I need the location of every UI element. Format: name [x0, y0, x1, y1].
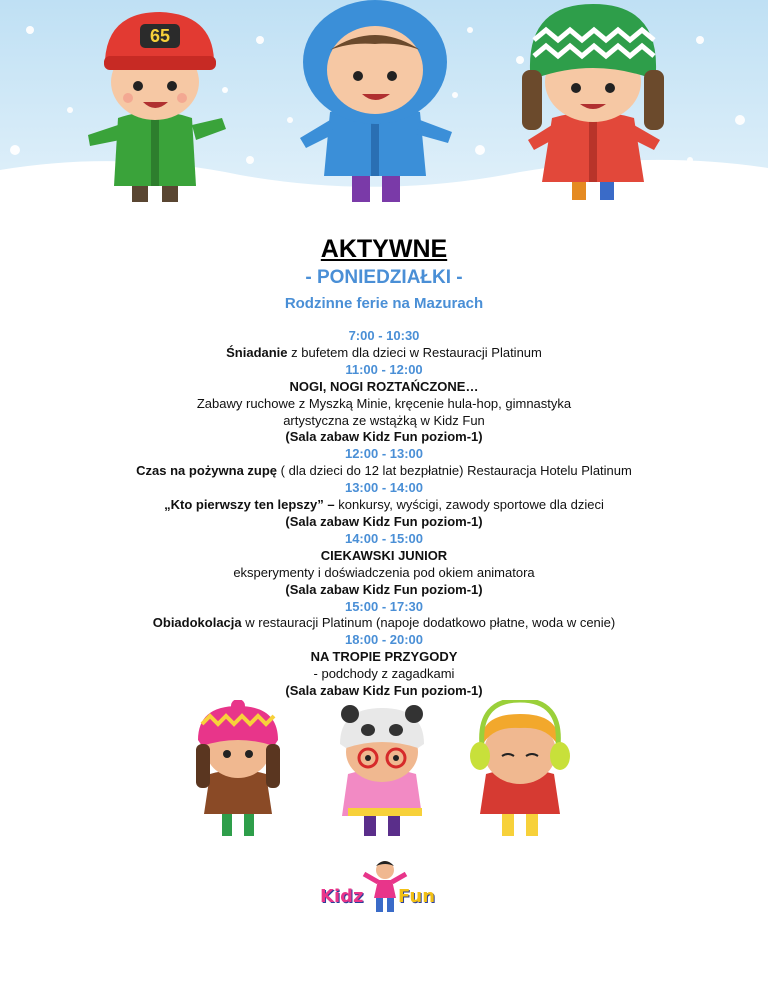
schedule-line-text: - podchody z zagadkami [313, 666, 455, 682]
schedule-line-text: ( dla dzieci do 12 lat bezpłatnie) Restauracja Hotelu Platinum [277, 463, 632, 479]
schedule-line-text: konkursy, wyścigi, zawody sportowe dla dzieci [334, 497, 604, 513]
hat-number: 65 [149, 26, 171, 46]
logo-word-fun: Fun [398, 886, 436, 907]
schedule-time: 14:00 - 15:00 [344, 530, 424, 546]
schedule-line [0, 345, 768, 362]
schedule-line-text: w restauracji Platinum (napoje dodatkowo płatne, woda w cenie) [241, 615, 616, 631]
schedule-line-bold: Śniadanie [226, 344, 288, 360]
schedule-line-bold: „Kto pierwszy ten lepszy” – [164, 497, 335, 513]
logo-word-kidz: Kidz [320, 886, 364, 907]
schedule-list [0, 328, 768, 700]
schedule-line-bold: (Sala zabaw Kidz Fun poziom-1) [285, 513, 483, 529]
schedule-line-bold: NOGI, NOGI ROZTAŃCZONE… [289, 378, 479, 394]
kid-pink-hat [196, 700, 280, 836]
schedule-line [0, 396, 768, 413]
schedule-line-text: eksperymenty i doświadczenia pod okiem animatora [233, 564, 535, 580]
schedule-line [0, 582, 768, 599]
program-content [0, 234, 768, 700]
schedule-line-bold: (Sala zabaw Kidz Fun poziom-1) [285, 581, 483, 597]
schedule-line-text: Zabawy ruchowe z Myszką Minie, kręcenie hula-hop, gimnastyka [196, 395, 572, 411]
schedule-time: 13:00 - 14:00 [344, 480, 424, 496]
schedule-line [0, 683, 768, 700]
schedule-line [0, 615, 768, 632]
page-title: AKTYWNE [320, 235, 448, 263]
bottom-kids-illustration [0, 700, 768, 850]
schedule-time: 15:00 - 17:30 [344, 598, 424, 614]
schedule-line [0, 413, 768, 430]
kid-earmuffs [470, 700, 570, 836]
schedule-line-bold: NA TROPIE PRZYGODY [310, 649, 458, 665]
kidz-fun-logo [318, 858, 452, 914]
schedule-line-bold: (Sala zabaw Kidz Fun poziom-1) [285, 683, 483, 699]
schedule-time: 18:00 - 20:00 [344, 632, 424, 648]
schedule-line-text: z bufetem dla dzieci w Restauracji Platinum [287, 344, 542, 360]
kid-panda-hat [340, 705, 424, 836]
winter-kids-illustration [0, 0, 768, 230]
schedule-line [0, 463, 768, 480]
schedule-time: 12:00 - 13:00 [344, 446, 424, 462]
schedule-line-bold: Obiadokolacja [152, 615, 242, 631]
schedule-line [0, 429, 768, 446]
tagline: Rodzinne ferie na Mazurach [284, 295, 484, 312]
day-subtitle: - PONIEDZIAŁKI - [305, 267, 463, 288]
schedule-line-text: artystyczna ze wstążką w Kidz Fun [283, 412, 485, 428]
schedule-line [0, 497, 768, 514]
schedule-line-bold: CIEKAWSKI JUNIOR [320, 547, 448, 563]
schedule-line [0, 565, 768, 582]
schedule-line [0, 666, 768, 683]
schedule-line [0, 379, 768, 396]
schedule-line [0, 514, 768, 531]
winter-banner [0, 0, 768, 230]
schedule-time: 11:00 - 12:00 [345, 361, 423, 377]
schedule-line-bold: (Sala zabaw Kidz Fun poziom-1) [285, 429, 483, 445]
schedule-line [0, 548, 768, 565]
schedule-line-bold: Czas na pożywna zupę [136, 463, 278, 479]
bottom-kids-svg [0, 700, 768, 850]
schedule-line [0, 649, 768, 666]
schedule-time: 7:00 - 10:30 [348, 328, 420, 343]
